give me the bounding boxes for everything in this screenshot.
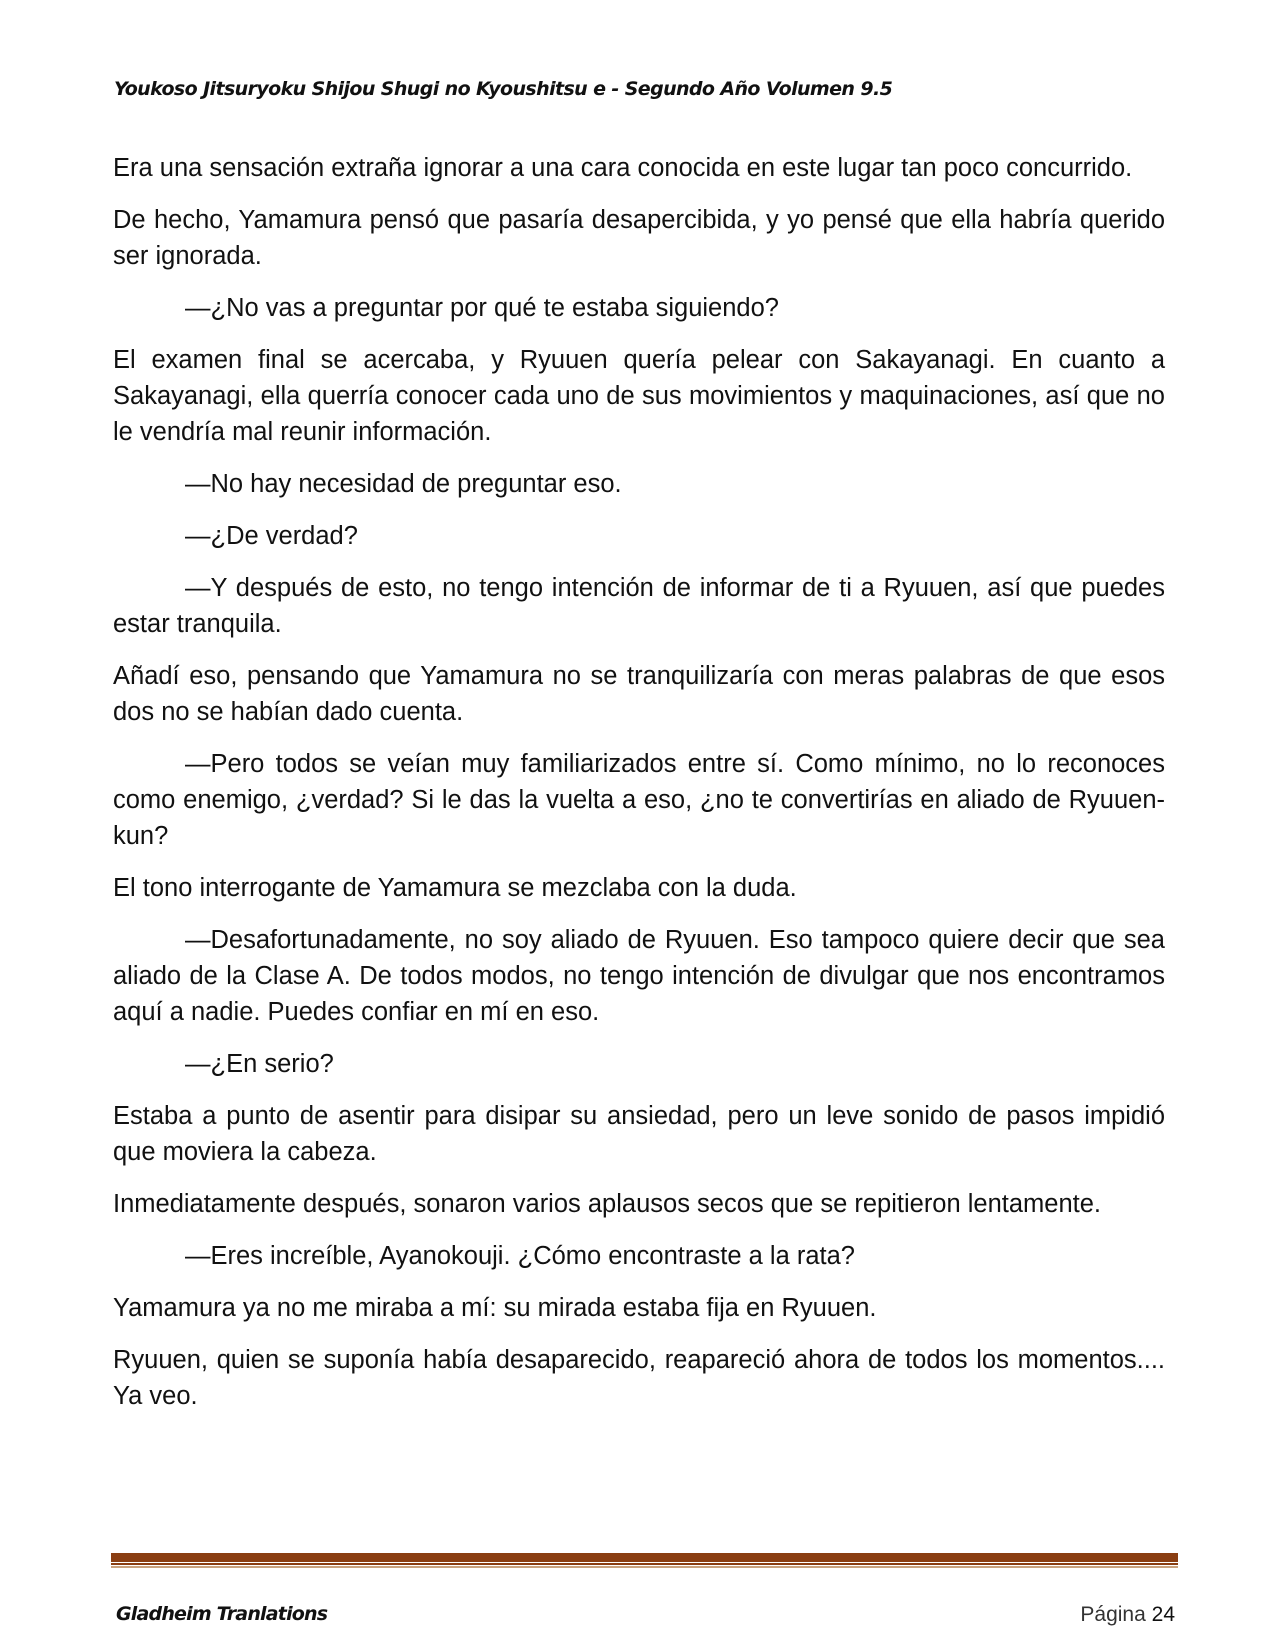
body-text (113, 150, 1165, 1430)
footer-rule (111, 1553, 1178, 1562)
paragraph: El examen final se acercaba, y Ryuuen quería pelear con Sakayanagi. En cuanto a Sakayanagi, ella querría conocer cada uno de sus movimientos y maquinaciones, así que no le vendría mal reunir información. (113, 346, 1165, 446)
dialogue-paragraph: —¿En serio? (185, 1050, 334, 1078)
paragraph: Yamamura ya no me miraba a mí: su mirada estaba fija en Ryuuen. (113, 1294, 877, 1322)
page-label: Página (1080, 1603, 1146, 1626)
dialogue-paragraph: —¿No vas a preguntar por qué te estaba siguiendo? (185, 294, 779, 322)
page-number (1080, 1603, 1175, 1627)
dialogue-paragraph: —Y después de esto, no tengo intención de informar de ti a Ryuuen, así que puedes estar tranquila. (113, 574, 1165, 638)
page-number-value: 24 (1151, 1603, 1175, 1626)
dialogue-paragraph: —Eres increíble, Ayanokouji. ¿Cómo encontraste a la rata? (185, 1242, 855, 1270)
paragraph: El tono interrogante de Yamamura se mezclaba con la duda. (113, 874, 797, 902)
paragraph: Estaba a punto de asentir para disipar su ansiedad, pero un leve sonido de pasos impidió que moviera la cabeza. (113, 1102, 1165, 1166)
footer-rule-light (111, 1566, 1178, 1568)
dialogue-paragraph: —¿De verdad? (185, 522, 358, 550)
footer-credit: Gladheim Tranlations (116, 1603, 328, 1625)
dialogue-paragraph: —No hay necesidad de preguntar eso. (185, 470, 622, 498)
paragraph: Ryuuen, quien se suponía había desaparecido, reapareció ahora de todos los momentos.... Ya veo. (113, 1346, 1165, 1410)
paragraph: Inmediatamente después, sonaron varios aplausos secos que se repitieron lentamente. (113, 1190, 1102, 1218)
dialogue-paragraph: —Desafortunadamente, no soy aliado de Ryuuen. Eso tampoco quiere decir que sea aliado de la Clase A. De todos modos, no tengo intención de divulgar que nos encontramos aquí a nadie. Puedes confiar en mí en eso. (113, 926, 1165, 1026)
dialogue-paragraph: —Pero todos se veían muy familiarizados entre sí. Como mínimo, no lo reconoces como enemigo, ¿verdad? Si le das la vuelta a eso, ¿no te convertirías en aliado de Ryuuen-kun? (113, 750, 1165, 850)
footer-rule-thin (111, 1563, 1178, 1565)
paragraph: Añadí eso, pensando que Yamamura no se tranquilizaría con meras palabras de que esos dos no se habían dado cuenta. (113, 662, 1165, 726)
paragraph: Era una sensación extraña ignorar a una cara conocida en este lugar tan poco concurrido. (113, 154, 1133, 182)
running-header: Youkoso Jitsuryoku Shijou Shugi no Kyoushitsu e - Segundo Año Volumen 9.5 (114, 78, 893, 100)
paragraph: De hecho, Yamamura pensó que pasaría desapercibida, y yo pensé que ella habría querido ser ignorada. (113, 206, 1165, 270)
